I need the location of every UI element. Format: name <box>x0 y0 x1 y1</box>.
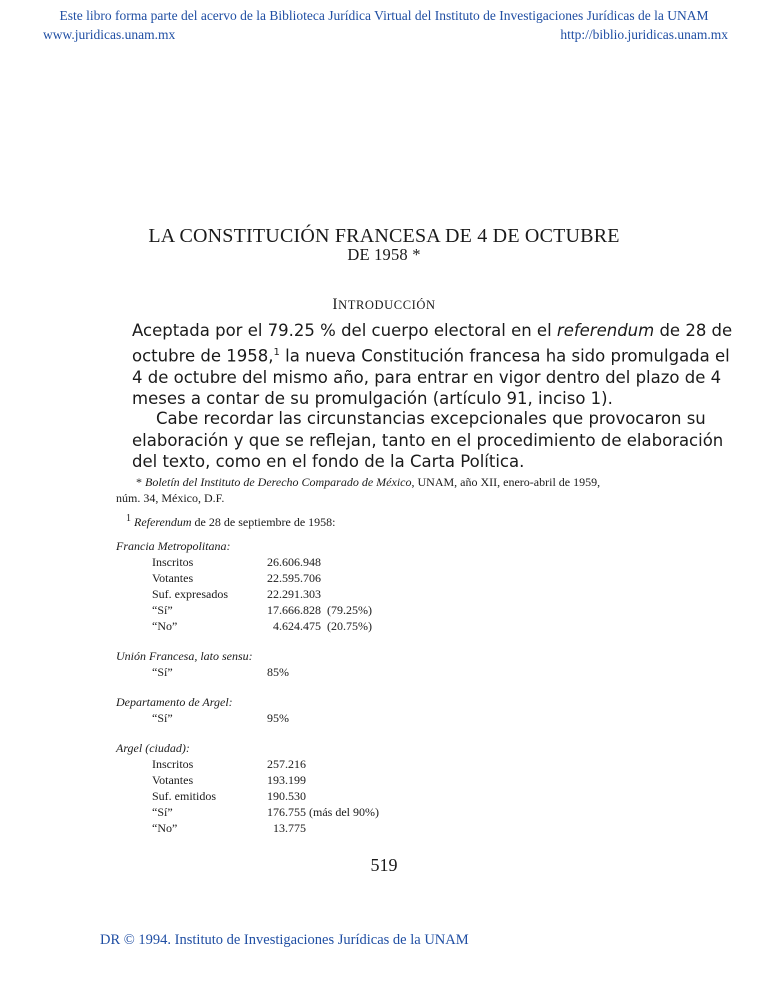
row-label: Votantes <box>152 571 194 585</box>
section-heading-initial: I <box>332 296 339 313</box>
row-label: “Sí” <box>152 665 173 679</box>
row-value: 13.775 <box>267 821 306 835</box>
footnote-1 <box>126 510 336 531</box>
row-value: 22.595.706 <box>267 571 321 585</box>
text-run: la nueva Constitución francesa ha sido promulgada el <box>279 346 730 365</box>
copyright-footer: DR © 1994. Instituto de Investigaciones Jurídicas de la UNAM <box>100 932 469 948</box>
row-label: “Sí” <box>152 603 173 617</box>
text-line <box>132 320 733 342</box>
footnote-star <box>136 474 600 491</box>
row-label: Inscritos <box>152 555 194 569</box>
text-line: 4 de octubre del mismo año, para entrar en vigor dentro del plazo de 4 <box>132 367 722 387</box>
text-line: meses a contar de su promulgación (artículo 91, inciso 1). <box>132 389 613 408</box>
row-value: 26.606.948 <box>267 555 321 569</box>
library-notice: Este libro forma parte del acervo de la Biblioteca Jurídica Virtual del Instituto de Investigaciones Jurídicas de la UNAM <box>59 8 709 23</box>
row-value: 17.666.828 (79.25%) <box>267 603 372 617</box>
section-heading <box>0 296 768 314</box>
row-label: “No” <box>152 821 178 835</box>
group-title-union: Unión Francesa, lato sensu: <box>116 649 253 663</box>
row-value: 22.291.303 <box>267 587 321 601</box>
text-run: octubre de 1958, <box>132 346 274 365</box>
text-line: Cabe recordar las circunstancias excepcionales que provocaron su <box>156 409 706 428</box>
row-label: Suf. emitidos <box>152 789 217 803</box>
page-number: 519 <box>370 855 398 875</box>
section-heading-rest: NTRODUCCIÓN <box>338 298 436 312</box>
footnote-text: , UNAM, año XII, enero-abril de 1959, <box>411 475 601 489</box>
row-value: 85% <box>267 665 289 679</box>
row-label: Suf. expresados <box>152 587 228 601</box>
text-run: de 28 de <box>654 321 733 340</box>
group-title-departamento: Departamento de Argel: <box>116 695 233 709</box>
footnote-source-title: Boletín del Instituto de Derecho Comparado de México <box>145 475 412 489</box>
footnote-text: de 28 de septiembre de 1958: <box>191 515 336 529</box>
italic-term: referendum <box>556 321 655 340</box>
row-value: 176.755 (más del 90%) <box>267 805 379 819</box>
row-value: 257.216 <box>267 757 306 771</box>
page-title-line2: DE 1958 * <box>347 245 421 264</box>
intro-paragraph-1 <box>132 320 733 410</box>
biblio-url-link[interactable]: http://biblio.juridicas.unam.mx <box>560 27 728 42</box>
row-value: 190.530 <box>267 789 306 803</box>
row-label: “No” <box>152 619 178 633</box>
row-label: Inscritos <box>152 757 194 771</box>
text-line <box>132 342 730 367</box>
text-line: del texto, como en el fondo de la Carta Política. <box>132 452 525 471</box>
row-value: 95% <box>267 711 289 725</box>
page-title: LA CONSTITUCIÓN FRANCESA DE 4 DE OCTUBRE <box>148 225 620 247</box>
intro-paragraph-2 <box>132 408 724 473</box>
text-line: elaboración y que se reflejan, tanto en el procedimiento de elaboración <box>132 430 724 450</box>
row-label: “Sí” <box>152 711 173 725</box>
footnote-ref[interactable]: 1 <box>273 346 280 358</box>
group-title-francia: Francia Metropolitana: <box>116 539 231 553</box>
row-value: 4.624.475 (20.75%) <box>267 619 372 633</box>
text-run: Aceptada por el 79.25 % del cuerpo electoral en el <box>132 321 557 340</box>
footnote-mark: * <box>136 475 145 489</box>
juridicas-url-link[interactable]: www.juridicas.unam.mx <box>43 27 176 42</box>
row-label: Votantes <box>152 773 194 787</box>
footnote-mark: 1 <box>126 513 131 524</box>
footnote-source-title: Referendum <box>134 515 192 529</box>
row-value: 193.199 <box>267 773 306 787</box>
row-label: “Sí” <box>152 805 173 819</box>
footnote-star-line2: núm. 34, México, D.F. <box>116 491 225 505</box>
group-title-argel: Argel (ciudad): <box>116 741 190 755</box>
